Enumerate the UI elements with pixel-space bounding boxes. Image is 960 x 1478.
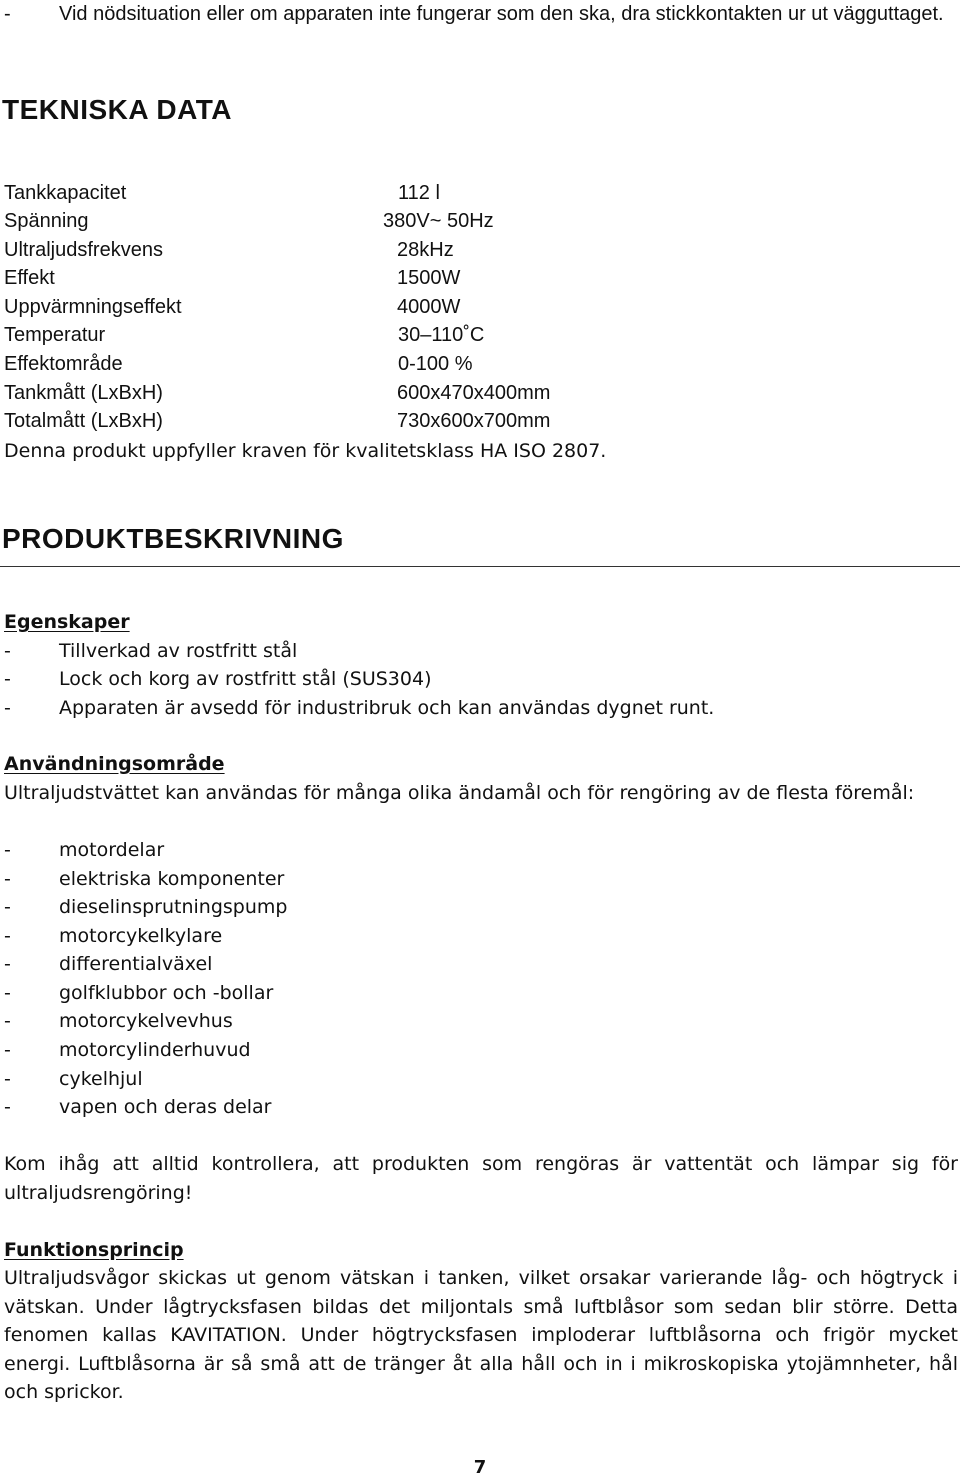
list-item-text: Lock och korg av rostfritt stål (SUS304) — [59, 668, 432, 690]
anvandning-title: Användningsområde — [4, 753, 225, 775]
funktion-text: Ultraljudsvågor skickas ut genom vätskan i tanken, vilket orsakar varierande låg- och högtryck i vätskan. Under lågtrycksfasen bildas det miljontals små luftblåsor som sedan blir större. Detta fenomen kallas KAVITATION. Under högtrycksfasen imploderar luftblåsorna och frigör mycket energi. Luftblåsorna är så små att de tränger åt alla håll och in i mikroskopiska ytojämnheter, hål och sprickor. — [4, 1267, 958, 1404]
spec-label: Ultraljudsfrekvens — [4, 239, 163, 261]
spec-value: 730x600x700mm — [397, 410, 551, 432]
list-dash: - — [4, 925, 11, 947]
list-item-text: elektriska komponenter — [59, 868, 285, 890]
spec-label: Spänning — [4, 210, 89, 232]
egenskaper-title: Egenskaper — [4, 611, 130, 633]
spec-value: 4000W — [397, 296, 461, 318]
spec-label: Temperatur — [4, 324, 106, 346]
spec-value: 28kHz — [397, 239, 454, 261]
spec-value: 1500W — [397, 267, 461, 289]
list-dash: - — [4, 982, 11, 1004]
spec-label: Effektområde — [4, 353, 123, 375]
list-dash: - — [4, 1068, 11, 1090]
list-dash: - — [4, 896, 11, 918]
spec-label: Uppvärmningseffekt — [4, 296, 182, 318]
list-item-text: Apparaten är avsedd för industribruk och kan användas dygnet runt. — [59, 697, 715, 719]
list-item-text: motorcylinderhuvud — [59, 1039, 251, 1061]
list-dash: - — [4, 640, 11, 662]
spec-label: Totalmått (LxBxH) — [4, 410, 163, 432]
spec-value: 0-100 % — [398, 353, 473, 375]
list-item-text: vapen och deras delar — [59, 1096, 272, 1118]
anvandning-intro: Ultraljudstvättet kan användas för många olika ändamål och för rengöring av de flesta föremål: — [4, 782, 915, 804]
intro-dash: - — [4, 3, 11, 25]
spec-label: Tankkapacitet — [4, 182, 127, 204]
list-item-text: motorcykelkylare — [59, 925, 223, 947]
spec-label: Tankmått (LxBxH) — [4, 382, 163, 404]
spec-value: 30‒110˚C — [398, 324, 485, 346]
list-dash: - — [4, 839, 11, 861]
list-item-text: dieselinsprutningspump — [59, 896, 288, 918]
list-dash: - — [4, 953, 11, 975]
compliance-note: Denna produkt uppfyller kraven för kvalitetsklass HA ISO 2807. — [4, 440, 607, 462]
list-item-text: cykelhjul — [59, 1068, 143, 1090]
list-item-text: Tillverkad av rostfritt stål — [59, 640, 298, 662]
list-item-text: golfklubbor och -bollar — [59, 982, 274, 1004]
funktion-title: Funktionsprincip — [4, 1239, 184, 1261]
produkt-heading: PRODUKTBESKRIVNING — [2, 523, 344, 554]
spec-value: 600x470x400mm — [397, 382, 551, 404]
list-dash: - — [4, 1096, 11, 1118]
cleaning-note: Kom ihåg att alltid kontrollera, att produkten som rengöras är vattentät och lämpar sig för ultraljudsrengöring! — [4, 1153, 958, 1204]
list-dash: - — [4, 868, 11, 890]
list-item-text: motordelar — [59, 839, 165, 861]
intro-text: Vid nödsituation eller om apparaten inte fungerar som den ska, dra stickkontakten ur ut vägguttaget. — [59, 3, 944, 25]
list-item-text: differentialväxel — [59, 953, 213, 975]
heading-divider — [0, 566, 960, 567]
tekniska-heading: TEKNISKA DATA — [2, 94, 232, 125]
spec-label: Effekt — [4, 267, 55, 289]
page-number: 7 — [473, 1457, 487, 1478]
list-item-text: motorcykelvevhus — [59, 1010, 233, 1032]
list-dash: - — [4, 1039, 11, 1061]
list-dash: - — [4, 1010, 11, 1032]
spec-value: 380V~ 50Hz — [383, 210, 494, 232]
list-dash: - — [4, 668, 11, 690]
list-dash: - — [4, 697, 11, 719]
spec-value: 112 l — [398, 182, 440, 204]
